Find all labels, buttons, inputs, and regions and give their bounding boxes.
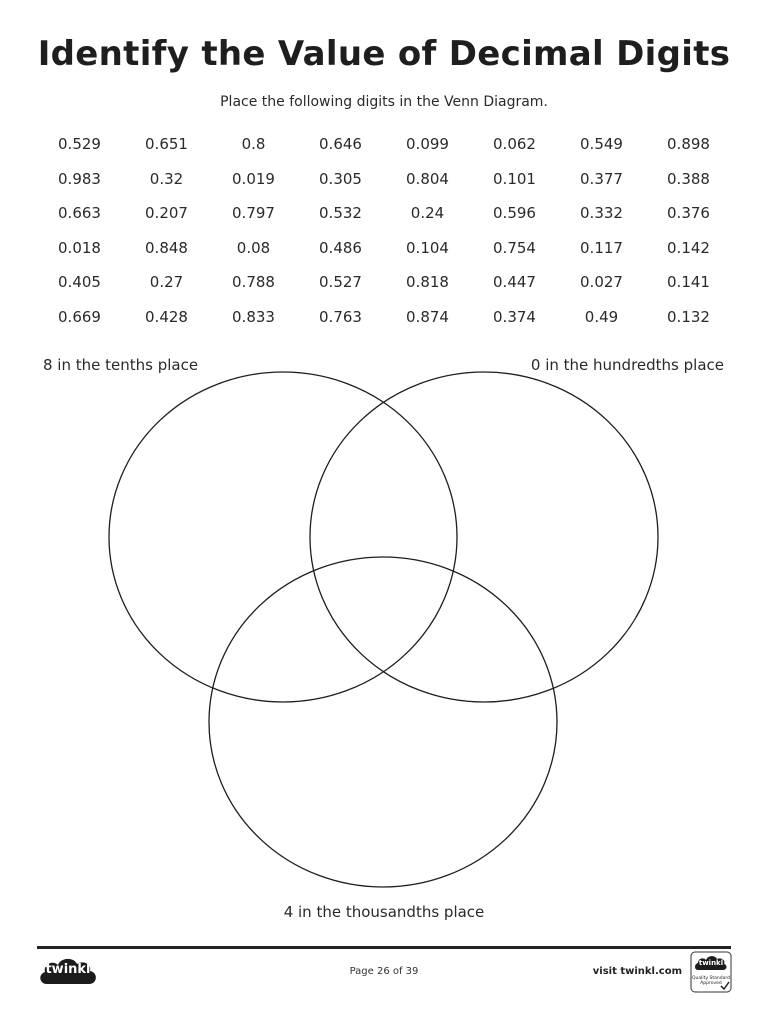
number-cell: 0.117 — [580, 238, 623, 257]
number-cell: 0.019 — [232, 169, 275, 188]
page-number: Page 26 of 39 — [349, 966, 419, 977]
number-cell: 0.428 — [145, 307, 188, 326]
number-cell: 0.983 — [58, 169, 101, 188]
number-cell: 0.646 — [319, 135, 362, 153]
number-cell: 0.132 — [667, 307, 710, 326]
badge-brand-text: twinkl — [698, 959, 724, 967]
quality-badge — [690, 951, 732, 993]
number-cell: 0.388 — [667, 169, 710, 188]
number-cell: 0.32 — [149, 169, 184, 188]
number-cell: 0.669 — [58, 307, 101, 326]
number-cell: 0.651 — [145, 135, 188, 153]
number-cell: 0.374 — [493, 307, 536, 326]
venn-label-thousandths: 4 in the thousandths place — [283, 903, 485, 921]
number-cell: 0.788 — [232, 273, 275, 292]
venn-circle-hundredths — [310, 372, 658, 702]
number-cell: 0.874 — [406, 307, 449, 326]
number-cell: 0.447 — [493, 273, 536, 292]
number-cell: 0.377 — [580, 169, 623, 188]
page-title: Identify the Value of Decimal Digits — [37, 34, 731, 74]
number-cell: 0.527 — [319, 273, 362, 292]
number-cell: 0.663 — [58, 204, 101, 223]
number-cell: 0.754 — [493, 238, 536, 257]
number-cell: 0.101 — [493, 169, 536, 188]
number-cell: 0.596 — [493, 204, 536, 223]
number-cell: 0.018 — [58, 238, 101, 257]
badge-caption-line-1: Quality Standard — [692, 976, 730, 981]
number-cell: 0.24 — [410, 204, 445, 223]
number-cell: 0.549 — [580, 135, 623, 153]
number-cell: 0.332 — [580, 204, 623, 223]
number-cell: 0.49 — [584, 307, 619, 326]
number-cell: 0.27 — [149, 273, 184, 292]
number-cell: 0.532 — [319, 204, 362, 223]
number-cell: 0.833 — [232, 307, 275, 326]
number-cell: 0.797 — [232, 204, 275, 223]
number-cell: 0.062 — [493, 135, 536, 153]
number-cell: 0.848 — [145, 238, 188, 257]
venn-label-hundredths: 0 in the hundredths place — [530, 356, 724, 374]
number-cell: 0.305 — [319, 169, 362, 188]
number-cell: 0.099 — [406, 135, 449, 153]
number-cell: 0.405 — [58, 273, 101, 292]
number-cell: 0.486 — [319, 238, 362, 257]
number-cell: 0.104 — [406, 238, 449, 257]
venn-circle-thousandths — [209, 557, 557, 887]
footer-divider — [37, 946, 731, 949]
number-cell: 0.207 — [145, 204, 188, 223]
visit-link[interactable]: visit twinkl.com — [592, 966, 682, 977]
number-cell: 0.027 — [580, 273, 623, 292]
badge-caption-line-2: Approved — [700, 981, 722, 986]
number-cell: 0.376 — [667, 204, 710, 223]
venn-label-tenths: 8 in the tenths place — [43, 356, 199, 374]
number-cell: 0.763 — [319, 307, 362, 326]
number-cell: 0.529 — [58, 135, 101, 153]
number-cell: 0.804 — [406, 169, 449, 188]
badge-icon — [690, 951, 732, 993]
number-cell: 0.898 — [667, 135, 710, 153]
instruction-text: Place the following digits in the Venn Diagram. — [220, 94, 548, 110]
venn-circle-tenths — [109, 372, 457, 702]
logo-text: twinkl — [45, 962, 91, 977]
number-cell: 0.08 — [236, 238, 271, 257]
number-cell: 0.8 — [241, 135, 266, 153]
number-cell: 0.818 — [406, 273, 449, 292]
badge-caption — [690, 976, 732, 986]
number-cell: 0.141 — [667, 273, 710, 292]
number-cell: 0.142 — [667, 238, 710, 257]
